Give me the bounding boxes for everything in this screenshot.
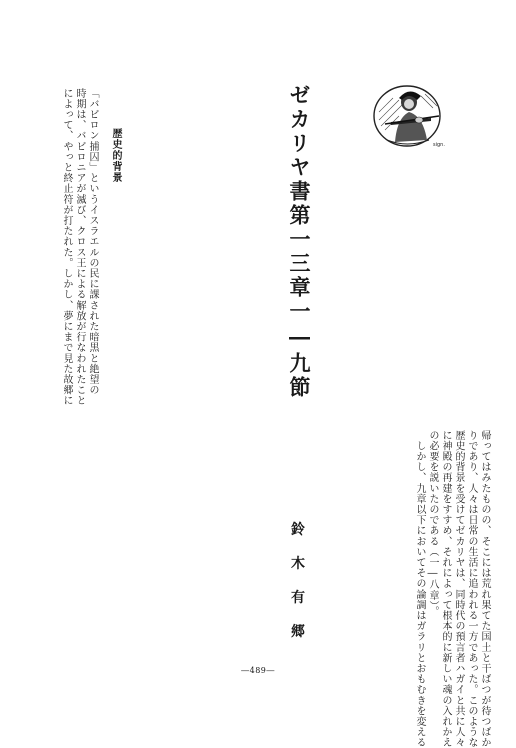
author-char: 鈴 [291,522,305,538]
paragraph-line: しかし、九章以下においてその論調はガラリとおもむきを変える [414,430,425,748]
upper-paragraph [60,88,99,406]
paragraph-line: 帰ってはみたものの、そこには荒れ果てた国土と干ばつが待つばか [479,430,490,748]
page-number: ―489― [241,666,275,675]
paragraph-line: によって、やっと終止符が打たれた。しかし、夢にまで見た故郷に [61,88,72,406]
author-char: 有 [291,590,305,606]
paragraph-line: 「バビロン捕囚」というイスラエルの民に課された暗黒と絶望の [87,88,98,396]
engraving-illustration [369,82,449,150]
illustration-signature: sign. [433,142,445,148]
paragraph-line: 時期は、バビロニアが滅び、クロス王による解放が行なわれたこと [74,88,85,406]
paragraph-line: りであり、人々は日常の生活に追われる一方であった。このような [466,430,477,748]
author-char: 郷 [291,624,305,640]
paragraph-line: に神殿の再建をすすめ、それによって根本的に新しい魂の入れかえ [440,430,451,748]
paragraph-line: 歴史的背景を受けてゼカリヤは、同時代の預言者ハガイと共に人々 [453,430,464,748]
author-char: 木 [291,556,305,572]
paragraph-line: の必要を説いたのである（一―八章）。 [427,430,438,617]
lower-paragraph [413,430,491,748]
section-heading: 歴史的背景 [110,128,121,183]
page-title: ゼカリヤ書第一三章一―九節 [287,84,312,400]
author-name [288,523,308,659]
